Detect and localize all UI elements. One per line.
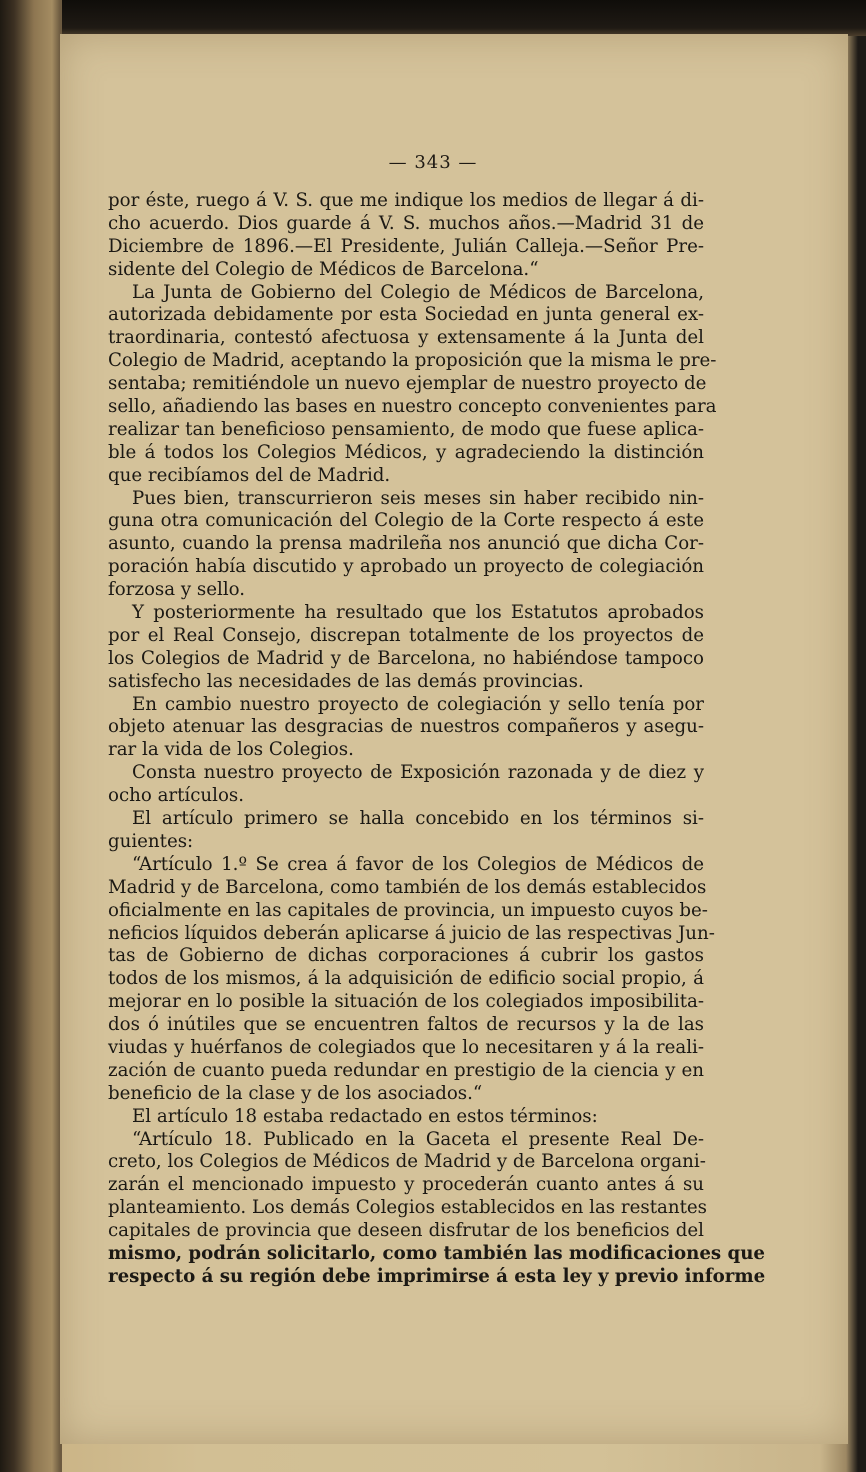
text-line: autorizada debidamente por esta Sociedad en junta general ex- [108, 304, 704, 326]
text-line: La Junta de Gobierno del Colegio de Médicos de Barcelona, [132, 281, 704, 303]
text-line: guientes: [108, 830, 194, 852]
text-line: respecto á su región debe imprimirse á esta ley y previo informe [108, 1265, 766, 1287]
text-line: beneficio de la clase y de los asociados.“ [108, 1082, 483, 1104]
text-line: Pues bien, transcurrieron seis meses sin haber recibido nin- [132, 487, 704, 509]
text-line: Madrid y de Barcelona, como también de los demás establecidos [108, 876, 707, 898]
text-line: ble á todos los Colegios Médicos, y agradeciendo la distinción [108, 441, 704, 463]
text-line: sidente del Colegio de Médicos de Barcelona.“ [108, 258, 539, 280]
text-line: por éste, ruego á V. S. que me indique los medios de llegar á di- [108, 190, 704, 211]
text-line: Consta nuestro proyecto de Exposición razonada y de diez y [132, 762, 704, 784]
text-line: sentaba; remitiéndole un nuevo ejemplar de nuestro proyecto de [108, 373, 707, 395]
text-line: realizar tan beneficioso pensamiento, de modo que fuese aplica- [108, 418, 704, 440]
book-spine [0, 0, 62, 1472]
text-line: rar la vida de los Colegios. [108, 739, 354, 761]
text-line: Colegio de Madrid, aceptando la proposición que la misma le pre- [108, 350, 717, 372]
text-line: mejorar en lo posible la situación de los colegiados imposibilita- [108, 991, 704, 1013]
text-line: zación de cuanto pueda redundar en prestigio de la ciencia y en [108, 1059, 704, 1081]
page-number: — 343 — [388, 152, 478, 173]
text-line: objeto atenuar las desgracias de nuestros compañeros y asegu- [108, 716, 704, 738]
text-line: viudas y huérfanos de colegiados que lo necesitaren y á la reali- [108, 1036, 704, 1058]
text-line: ocho artículos. [108, 785, 245, 807]
text-line: guna otra comunicación del Colegio de la Corte respecto á este [108, 510, 704, 532]
text-line: sello, añadiendo las bases en nuestro concepto convenientes para [108, 396, 717, 418]
text-line: poración había discutido y aprobado un proyecto de colegiación [108, 556, 704, 578]
text-line: “Artículo 1.º Se crea á favor de los Colegios de Médicos de [132, 853, 704, 875]
text-line: que recibíamos del de Madrid. [108, 464, 391, 486]
text-line: Y posteriormente ha resultado que los Estatutos aprobados [132, 602, 704, 624]
text-line: los Colegios de Madrid y de Barcelona, no habiéndose tampoco [108, 647, 704, 669]
text-line: forzosa y sello. [108, 579, 246, 601]
text-line: planteamiento. Los demás Colegios establecidos en las restantes [108, 1197, 707, 1219]
scan-top-edge [0, 0, 866, 36]
text-line: tas de Gobierno de dichas corporaciones á cubrir los gastos [108, 945, 704, 967]
text-line: mismo, podrán solicitarlo, como también las modificaciones que [108, 1242, 765, 1264]
text-line: asunto, cuando la prensa madrileña nos anunció que dicha Cor- [108, 533, 704, 555]
text-line: cho acuerdo. Dios guarde á V. S. muchos años.—Madrid 31 de [108, 212, 704, 234]
text-line: El artículo primero se halla concebido en los términos si- [132, 808, 704, 830]
text-line: En cambio nuestro proyecto de colegiación y sello tenía por [132, 693, 704, 715]
text-line: El artículo 18 estaba redactado en estos términos: [132, 1105, 598, 1127]
text-line: satisfecho las necesidades de las demás provincias. [108, 670, 584, 692]
text-line: dos ó inútiles que se encuentren faltos de recursos y la de las [108, 1014, 704, 1036]
text-line: Diciembre de 1896.—El Presidente, Julián Calleja.—Señor Pre- [108, 235, 704, 257]
text-line: zarán el mencionado impuesto y procederán cuanto antes á su [108, 1174, 704, 1196]
text-line: traordinaria, contestó afectuosa y extensamente á la Junta del [108, 327, 704, 349]
text-line: creto, los Colegios de Médicos de Madrid y de Barcelona organi- [108, 1151, 706, 1173]
text-line: capitales de provincia que deseen disfrutar de los beneficios del [108, 1220, 704, 1242]
text-line: “Artículo 18. Publicado en la Gaceta el presente Real De- [132, 1128, 704, 1150]
text-line: neficios líquidos deberán aplicarse á juicio de las respectivas Jun- [108, 922, 715, 944]
text-line: todos de los mismos, á la adquisición de edificio social propio, á [108, 968, 704, 990]
body-text [108, 190, 766, 1289]
text-line: oficialmente en las capitales de provincia, un impuesto cuyos be- [108, 899, 708, 921]
text-line: por el Real Consejo, discrepan totalmente de los proyectos de [108, 624, 704, 646]
